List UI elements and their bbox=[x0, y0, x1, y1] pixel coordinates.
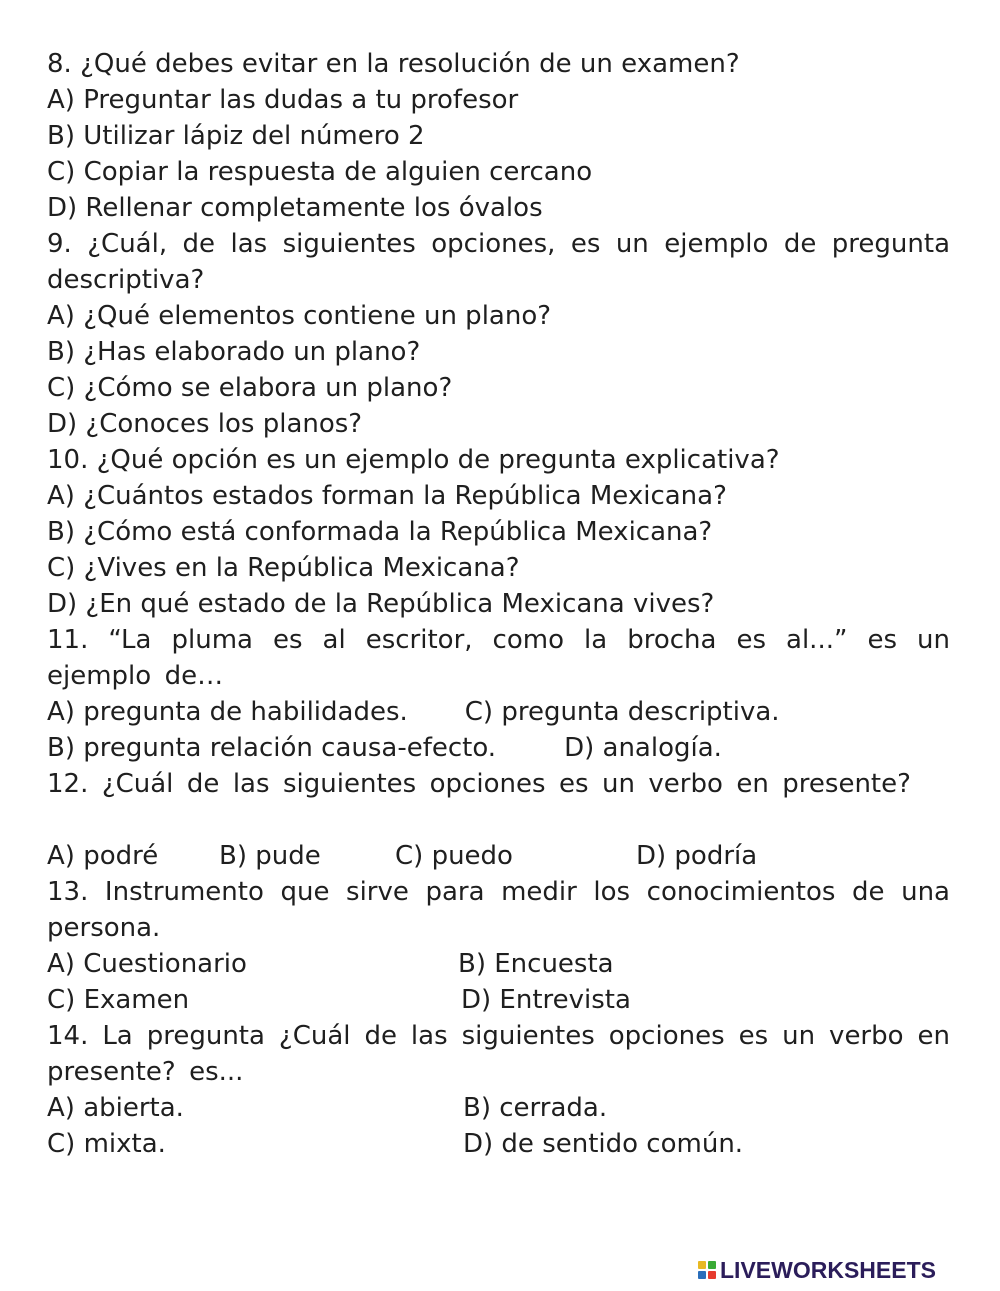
question-11-option-c: C) pregunta descriptiva. bbox=[464, 697, 780, 727]
question-13-text: 13. Instrumento que sirve para medir los conocimientos de una persona. bbox=[47, 877, 950, 943]
question-13-options-row-1 bbox=[47, 946, 950, 982]
question-10-option-c: C) ¿Vives en la República Mexicana? bbox=[47, 553, 520, 583]
question-10-option-d: D) ¿En qué estado de la República Mexicana vives? bbox=[47, 589, 715, 619]
question-12-options-row bbox=[47, 838, 950, 874]
question-9-option-a: A) ¿Qué elementos contiene un plano? bbox=[47, 301, 552, 331]
question-11-option-a: A) pregunta de habilidades. bbox=[47, 697, 408, 727]
question-13-options-row-2 bbox=[47, 982, 950, 1018]
question-10-text: 10. ¿Qué opción es un ejemplo de pregunta explicativa? bbox=[47, 445, 780, 475]
question-14-option-d: D) de sentido común. bbox=[463, 1129, 744, 1159]
question-11-options-row-1 bbox=[47, 694, 950, 730]
question-14-option-b: B) cerrada. bbox=[463, 1093, 608, 1123]
question-11-option-b: B) pregunta relación causa-efecto. bbox=[47, 733, 497, 763]
question-9-option-d: D) ¿Conoces los planos? bbox=[47, 409, 363, 439]
question-12-option-d: D) podría bbox=[636, 841, 758, 871]
question-8-text: 8. ¿Qué debes evitar en la resolución de un examen? bbox=[47, 49, 740, 79]
question-8-option-a: A) Preguntar las dudas a tu profesor bbox=[47, 85, 519, 115]
question-8-option-b: B) Utilizar lápiz del número 2 bbox=[47, 121, 425, 151]
question-14-option-a: A) abierta. bbox=[47, 1093, 184, 1123]
question-9-option-c: C) ¿Cómo se elabora un plano? bbox=[47, 373, 453, 403]
liveworksheets-logo-icon bbox=[698, 1261, 716, 1279]
question-9-option-b: B) ¿Has elaborado un plano? bbox=[47, 337, 421, 367]
question-14-text: 14. La pregunta ¿Cuál de las siguientes opciones es un verbo en presente? es... bbox=[47, 1021, 950, 1087]
question-13-option-c: C) Examen bbox=[47, 985, 190, 1015]
question-8-option-c: C) Copiar la respuesta de alguien cercano bbox=[47, 157, 593, 187]
question-12-option-c: C) puedo bbox=[395, 841, 513, 871]
question-14-option-c: C) mixta. bbox=[47, 1129, 166, 1159]
question-12-text: 12. ¿Cuál de las siguientes opciones es un verbo en presente? bbox=[47, 769, 911, 799]
question-11-options-row-2 bbox=[47, 730, 950, 766]
question-13-option-d: D) Entrevista bbox=[461, 985, 631, 1015]
question-10-option-b: B) ¿Cómo está conformada la República Mexicana? bbox=[47, 517, 713, 547]
question-10-option-a: A) ¿Cuántos estados forman la República Mexicana? bbox=[47, 481, 727, 511]
question-11-text: 11. “La pluma es al escritor, como la brocha es al...” es un ejemplo de… bbox=[47, 625, 950, 691]
worksheet-page bbox=[47, 46, 950, 1162]
question-14-options-row-2 bbox=[47, 1126, 950, 1162]
question-14-options-row-1 bbox=[47, 1090, 950, 1126]
liveworksheets-logo-text: LIVEWORKSHEETS bbox=[720, 1256, 936, 1283]
liveworksheets-logo bbox=[698, 1257, 936, 1283]
question-8-option-d: D) Rellenar completamente los óvalos bbox=[47, 193, 543, 223]
question-13-option-b: B) Encuesta bbox=[458, 949, 614, 979]
question-12-option-a: A) podré bbox=[47, 841, 159, 871]
question-12-option-b: B) pude bbox=[219, 841, 321, 871]
question-13-option-a: A) Cuestionario bbox=[47, 949, 247, 979]
question-9-text: 9. ¿Cuál, de las siguientes opciones, es un ejemplo de pregunta descriptiva? bbox=[47, 229, 950, 295]
question-11-option-d: D) analogía. bbox=[564, 733, 722, 763]
